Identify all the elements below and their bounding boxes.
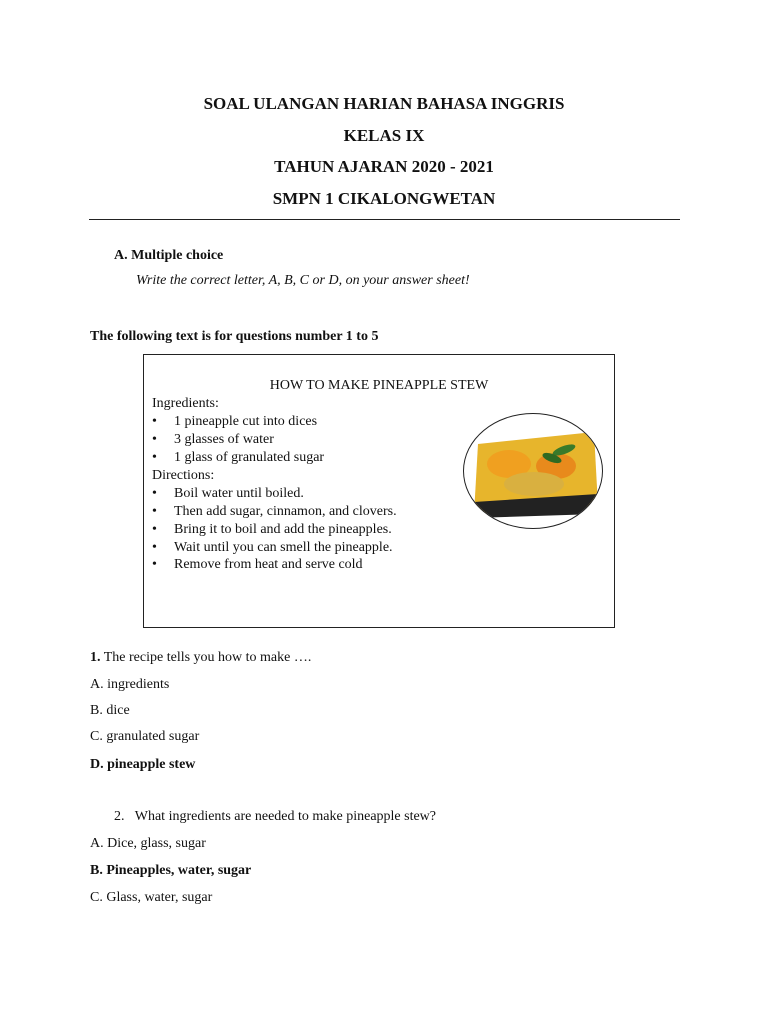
divider xyxy=(89,219,680,220)
directions-label: Directions: xyxy=(152,468,215,483)
direction-item: • Boil water until boiled. xyxy=(174,486,304,502)
ingredients-label: Ingredients: xyxy=(152,396,219,411)
option-a: A. Dice, glass, sugar xyxy=(90,836,206,851)
section-instruction: Write the correct letter, A, B, C or D, on your answer sheet! xyxy=(136,273,470,288)
direction-item: • Bring it to boil and add the pineapples. xyxy=(174,522,392,538)
section-label: A. Multiple choice xyxy=(114,248,224,263)
question-1 xyxy=(90,650,311,666)
option-b-answer: B. Pineapples, water, sugar xyxy=(90,863,252,878)
header-school: SMPN 1 CIKALONGWETAN xyxy=(272,189,496,208)
direction-item: • Then add sugar, cinnamon, and clovers. xyxy=(174,504,397,520)
option-c: C. Glass, water, sugar xyxy=(90,890,213,905)
option-c: C. granulated sugar xyxy=(90,729,200,744)
option-d-answer: D. pineapple stew xyxy=(90,757,196,772)
text-intro: The following text is for questions number 1 to 5 xyxy=(90,329,379,344)
ingredient-item: • 1 pineapple cut into dices xyxy=(174,414,317,430)
option-a: A. ingredients xyxy=(90,677,170,692)
ingredient-item: • 3 glasses of water xyxy=(174,432,274,448)
question-text: What ingredients are needed to make pineapple stew? xyxy=(134,809,437,824)
header-class: KELAS IX xyxy=(343,126,425,145)
pineapple-stew-image xyxy=(463,413,603,529)
question-2 xyxy=(114,809,436,825)
direction-item: • Remove from heat and serve cold xyxy=(174,557,363,573)
option-b: B. dice xyxy=(90,703,130,718)
ingredient-item: • 1 glass of granulated sugar xyxy=(174,450,324,466)
question-number: 1. xyxy=(90,650,101,665)
header-title: SOAL ULANGAN HARIAN BAHASA INGGRIS xyxy=(203,94,565,113)
header-year: TAHUN AJARAN 2020 - 2021 xyxy=(274,157,494,176)
question-text: The recipe tells you how to make …. xyxy=(103,650,312,665)
question-number: 2. xyxy=(114,809,125,824)
direction-item: • Wait until you can smell the pineapple. xyxy=(174,540,393,556)
recipe-title: HOW TO MAKE PINEAPPLE STEW xyxy=(269,378,489,393)
